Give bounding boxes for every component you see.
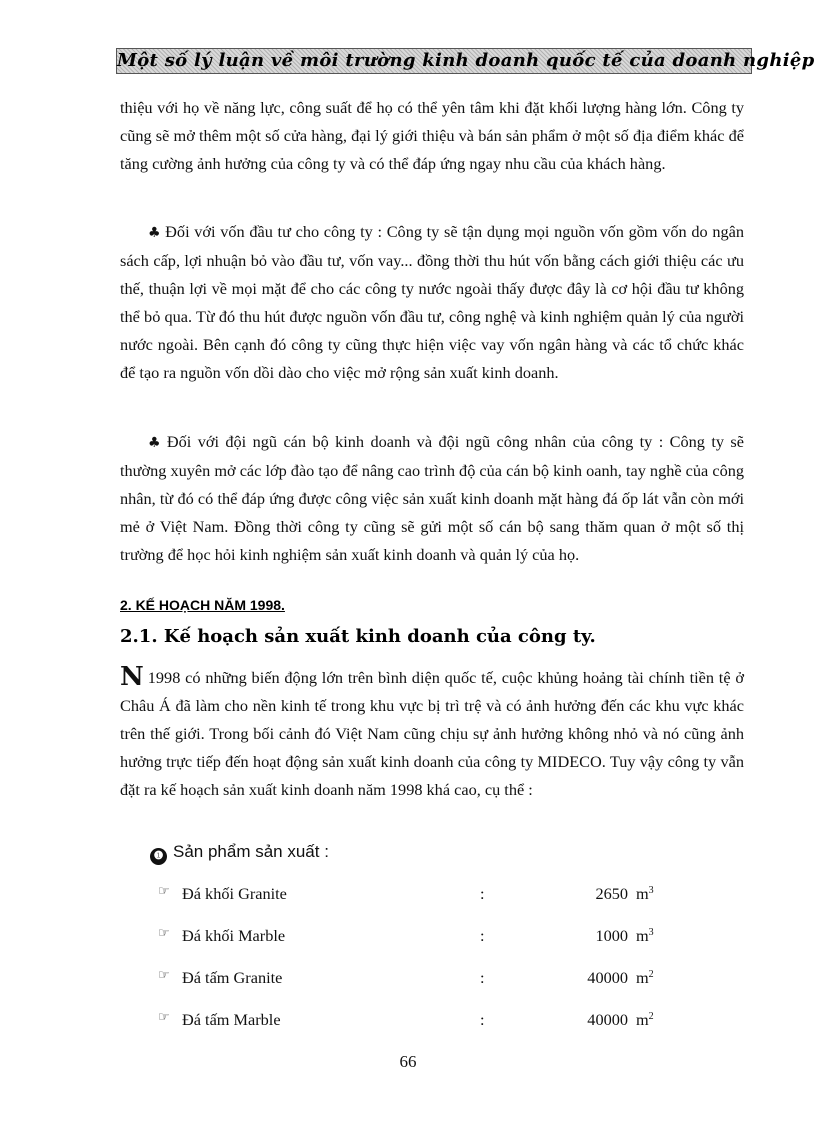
- running-header-bar: [116, 48, 815, 74]
- products-heading-text: Sản phẩm sản xuất :: [173, 842, 329, 861]
- product-quantity: 1000: [595, 926, 628, 945]
- running-header-title: Một số lý luận về môi trường kinh doanh quốc tế của doanh nghiệp: [117, 50, 815, 71]
- page-number: 66: [399, 1052, 417, 1071]
- product-unit: $m^2$: [636, 1010, 654, 1029]
- drop-cap: N: [120, 662, 144, 692]
- product-colon: :: [480, 884, 485, 903]
- paragraph-staff: [120, 428, 744, 569]
- product-quantity: 40000: [587, 968, 628, 987]
- products-heading: [150, 842, 329, 865]
- number-one-bullet-icon: ❶: [150, 848, 167, 865]
- pointing-hand-icon: ☞: [158, 884, 170, 899]
- product-name: Đá khối Granite: [182, 884, 287, 903]
- product-unit: $m^3$: [636, 884, 654, 903]
- product-quantity: 2650: [595, 884, 628, 903]
- product-colon: :: [480, 926, 485, 945]
- product-name: Đá tấm Marble: [182, 1010, 281, 1029]
- paragraph-1998: [120, 664, 744, 804]
- section-heading: 2. KẾ HOẠCH NĂM 1998.: [120, 597, 285, 613]
- paragraph-investment-text: Đối với vốn đầu tư cho công ty : Công ty sẽ tận dụng mọi nguồn vốn gồm vốn do ngân sách cấp, lợi nhuận bỏ vào đầu tư, vốn vay... đồng thời thu hút vốn bằng cách giới thiệu các ưu thế, thuận lợi về mọi mặt để cho các công ty nước ngoài thấy được đây là cơ hội đầu tư không thể bỏ qua. Từ đó thu hút được nguồn vốn đầu tư, công nghệ và kinh nghiệm quản lý của người nước ngoài. Bên cạnh đó công ty cũng thực hiện việc vay vốn ngân hàng và các tổ chức khác để tạo ra nguồn vốn dồi dào cho việc mở rộng sản xuất kinh doanh.: [120, 222, 744, 382]
- pointing-hand-icon: ☞: [158, 1010, 170, 1025]
- club-bullet-icon: ♣: [148, 225, 162, 241]
- paragraph-staff-text: Đối với đội ngũ cán bộ kinh doanh và đội ngũ công nhân của công ty : Công ty sẽ thường xuyên mở các lớp đào tạo để nâng cao trình độ của cán bộ kinh oanh, tay nghề của công nhân, từ đó có thể đáp ứng được công việc sản xuất kinh doanh mặt hàng đá ốp lát vẫn còn mới mẻ ở Việt Nam. Đồng thời công ty cũng sẽ gửi một số cán bộ sang thăm quan ở một số thị trường để học hỏi kinh nghiệm sản xuất kinh doanh và quản lý của họ.: [120, 432, 744, 564]
- product-colon: :: [480, 968, 485, 987]
- pointing-hand-icon: ☞: [158, 926, 170, 941]
- product-quantity: 40000: [587, 1010, 628, 1029]
- product-name: Đá tấm Granite: [182, 968, 283, 987]
- club-bullet-icon: ♣: [148, 435, 163, 451]
- product-row: [158, 926, 678, 950]
- paragraph-intro: thiệu với họ về năng lực, công suất để họ có thể yên tâm khi đặt khối lượng hàng lớn. Công ty cũng sẽ mở thêm một số cửa hàng, đại lý giới thiệu và bán sản phẩm ở một số địa điểm khác để tăng cường ảnh hưởng của công ty và có thể đáp ứng ngay nhu cầu của khách hàng.: [120, 98, 744, 173]
- paragraph-investment: [120, 218, 744, 387]
- product-unit: $m^3$: [636, 926, 654, 945]
- product-row: [158, 1010, 678, 1034]
- product-unit: $m^2$: [636, 968, 654, 987]
- subsection-heading: 2.1. Kế hoạch sản xuất kinh doanh của công ty.: [120, 626, 596, 647]
- product-colon: :: [480, 1010, 485, 1029]
- product-name: Đá khối Marble: [182, 926, 286, 945]
- paragraph-1998-text: 1998 có những biến động lớn trên bình diện quốc tế, cuộc khủng hoảng tài chính tiền tệ ở Châu Á đã làm cho nền kinh tế trong khu vực bị trì trệ và có ảnh hưởng đến các khu vực khác trên thế giới. Trong bối cảnh đó Việt Nam cũng chịu sự ảnh hưởng không nhỏ và nó cũng ảnh hưởng trực tiếp đến hoạt động sản xuất kinh doanh của công ty MIDECO. Tuy vậy công ty vẫn đặt ra kế hoạch sản xuất kinh doanh năm 1998 khá cao, cụ thể :: [120, 668, 744, 799]
- product-row: [158, 884, 678, 908]
- product-row: [158, 968, 678, 992]
- pointing-hand-icon: ☞: [158, 968, 170, 983]
